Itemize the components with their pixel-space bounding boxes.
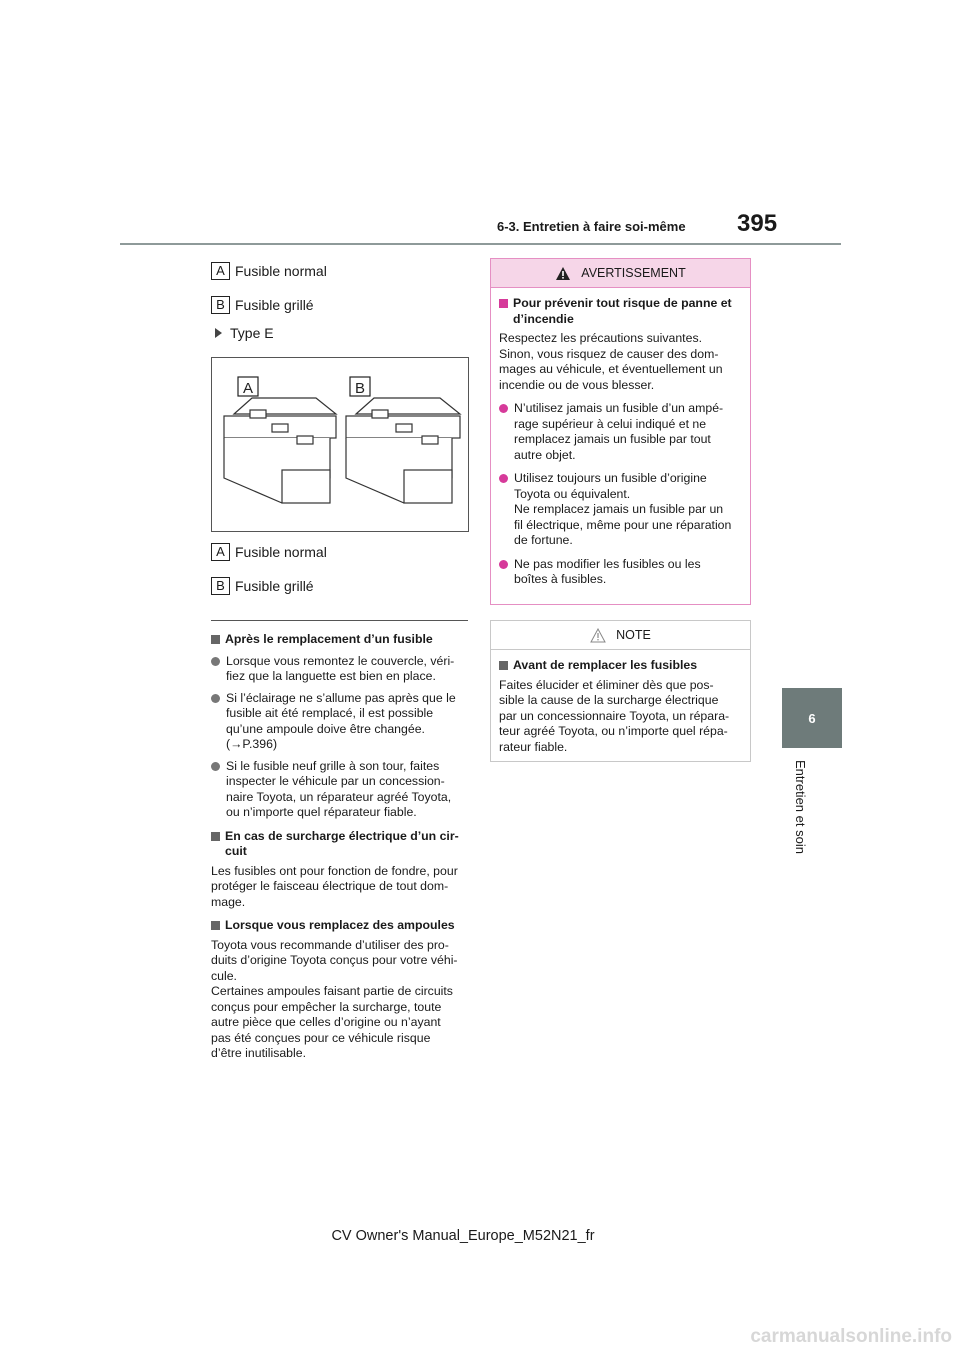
legend-item-a xyxy=(211,262,327,280)
legend-text: Fusible normal xyxy=(235,263,327,279)
list-item: Utilisez toujours un fusible d’origine Toyota ou équivalent. Ne remplacez jamais un fusible par un fil électrique, même pour une réparation de fortune. xyxy=(499,471,742,549)
watermark: carmanualsonline.info xyxy=(750,1326,952,1347)
list-item: N’utilisez jamais un fusible d’un ampé- rage supérieur à celui indiqué et ne remplacez jamais un fusible par tout autre objet. xyxy=(499,401,742,463)
square-bullet-icon xyxy=(211,921,220,930)
warning-heading: AVERTISSEMENT xyxy=(581,266,686,280)
list-item: Si le fusible neuf grille à son tour, faites inspecter le véhicule par un concession- naire Toyota, un réparateur agréé Toyota, ou n’importe quel réparateur fiable. xyxy=(211,759,471,821)
letter-b-box: B xyxy=(211,577,230,595)
warning-title: Pour prévenir tout risque de panne et d’incendie xyxy=(499,296,742,327)
type-heading xyxy=(215,325,274,341)
section-heading: Lorsque vous remplacez des ampoules xyxy=(211,918,471,934)
list-item: Ne pas modifier les fusibles ou les boîtes à fusibles. xyxy=(499,557,742,588)
square-bullet-icon xyxy=(211,635,220,644)
footer-text: CV Owner's Manual_Europe_M52N21_fr xyxy=(331,1228,595,1244)
note-title: Avant de remplacer les fusibles xyxy=(499,658,742,674)
legend-item-b xyxy=(211,296,314,314)
section-heading: Après le remplacement d’un fusible xyxy=(211,632,471,648)
chapter-tab: 6 xyxy=(782,688,842,748)
paragraph: Les fusibles ont pour fonction de fondre, pour protéger le faisceau électrique de tout dom- mage. xyxy=(211,863,458,909)
legend-text: Fusible normal xyxy=(235,544,327,560)
round-bullet-icon xyxy=(499,474,508,483)
warning-header xyxy=(491,259,750,288)
note-header xyxy=(491,621,750,650)
round-bullet-icon xyxy=(211,762,220,771)
round-bullet-icon xyxy=(211,657,220,666)
round-bullet-icon xyxy=(499,404,508,413)
chapter-label: Entretien et soin xyxy=(793,760,808,854)
list-item: Lorsque vous remontez le couvercle, véri- fiez que la languette est bien en place. xyxy=(211,654,471,685)
paragraph: Toyota vous recommande d’utiliser des pro- duits d’origine Toyota conçus pour votre véhi- cule. Certaines ampoules faisant partie de circuits conçus pour empêcher la surcharge, toute autre pièce que celles d’origine ou n’ayant pas été conçues pour ce véhicule risque d’être inutilisable. xyxy=(211,937,458,1060)
type-label: Type E xyxy=(230,325,274,341)
note-box xyxy=(490,620,751,762)
paragraph: Faites élucider et éliminer dès que pos- sible la cause de la surcharge électrique par un concessionnaire Toyota, un répara- teur agréé Toyota, ou n’importe quel répa- rateur fiable. xyxy=(499,677,730,754)
legend-item-a xyxy=(211,543,327,561)
fuse-a-drawing xyxy=(224,377,336,503)
list-item: Si l’éclairage ne s’allume pas après que le fusible ait été remplacé, il est possible qu’une ampoule doive être changée. (→P.396) xyxy=(211,691,471,753)
letter-a-box: A xyxy=(211,543,230,561)
letter-a-box: A xyxy=(211,262,230,280)
paragraph: Respectez les précautions suivantes. Sinon, vous risquez de causer des dom- mages au véhicule, et éventuellement un incendie ou de vous blesser. xyxy=(499,331,723,392)
figure-label-a: A xyxy=(242,380,254,397)
warning-triangle-icon xyxy=(555,266,571,281)
square-bullet-icon xyxy=(499,661,508,670)
square-bullet-icon xyxy=(499,299,508,308)
figure-label-b: B xyxy=(354,380,366,397)
page-number: 395 xyxy=(737,210,778,237)
legend-text: Fusible grillé xyxy=(235,297,314,313)
section-heading: En cas de surcharge électrique d’un cir- cuit xyxy=(211,829,471,860)
note-heading: NOTE xyxy=(616,628,651,642)
square-bullet-icon xyxy=(211,832,220,841)
warning-box xyxy=(490,258,751,605)
legend-text: Fusible grillé xyxy=(235,578,314,594)
left-column-notes xyxy=(211,624,471,1062)
section-divider xyxy=(211,620,468,621)
footer xyxy=(0,1228,960,1244)
header-rule xyxy=(120,243,841,245)
fuse-illustration xyxy=(211,357,469,532)
round-bullet-icon xyxy=(211,694,220,703)
legend-item-b xyxy=(211,577,314,595)
letter-b-box: B xyxy=(211,296,230,314)
triangle-bullet-icon xyxy=(215,328,222,338)
caution-triangle-icon xyxy=(590,628,606,643)
section-title: 6-3. Entretien à faire soi-même xyxy=(497,219,686,234)
round-bullet-icon xyxy=(499,560,508,569)
fuse-drawing xyxy=(212,358,468,531)
